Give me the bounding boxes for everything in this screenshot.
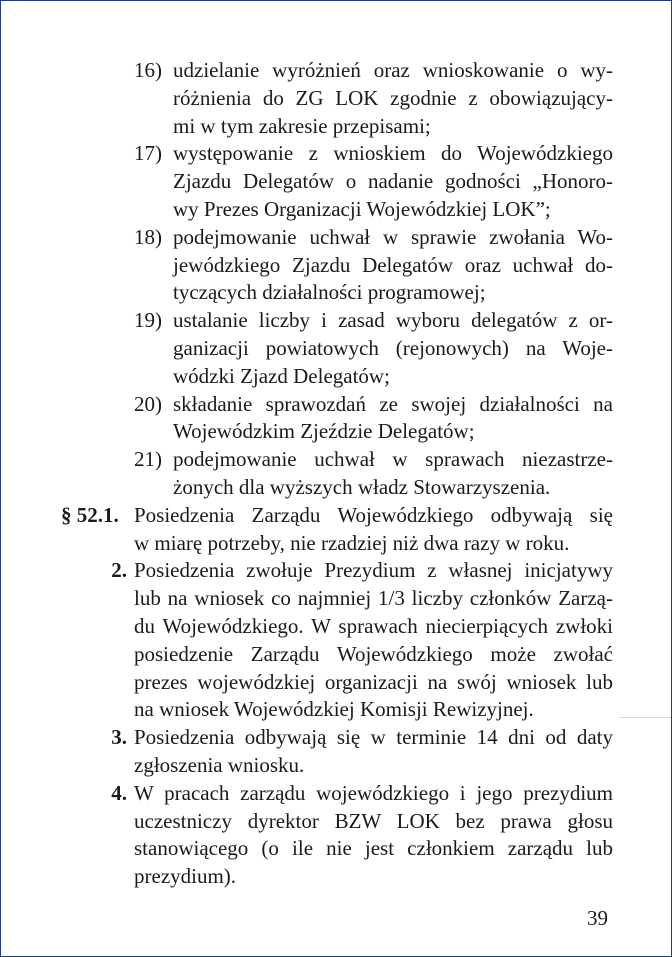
- text-line: Posiedzenia odbywają się w terminie 14 dni od daty: [134, 725, 613, 750]
- text-line: w miarę potrzeby, nie rzadziej niż dwa razy w roku.: [134, 530, 570, 555]
- text-line: ustalanie liczby i zasad wyboru delegatów z or-: [173, 308, 613, 333]
- text-line: jewódzkiego Zjazdu Delegatów oraz uchwał do-: [173, 252, 613, 277]
- list-item-number: 20): [134, 391, 162, 416]
- section-paragraph: [1, 724, 672, 780]
- text-line: na wniosek Wojewódzkiej Komisji Rewizyjnej.: [134, 697, 534, 722]
- list-item-text: [173, 140, 613, 223]
- text-line: W pracach zarządu wojewódzkiego i jego prezydium: [134, 780, 613, 805]
- text-line: prezes wojewódzkiej organizacji na swój wniosek lub: [134, 669, 613, 694]
- section-paragraph: [1, 502, 672, 558]
- list-item: [1, 57, 672, 140]
- list-item: [1, 224, 672, 307]
- text-line: Wojewódzkim Zjeździe Delegatów;: [173, 419, 475, 444]
- text-line: posiedzenie Zarządu Wojewódzkiego może zwołać: [134, 641, 613, 666]
- section-paragraph-text: [134, 502, 613, 558]
- text-line: zgłoszenia wniosku.: [134, 752, 305, 777]
- text-line: du Wojewódzkiego. W sprawach niecierpiących zwłoki: [134, 613, 613, 638]
- list-item-number: 17): [134, 141, 162, 166]
- paragraph-number: 4.: [111, 780, 127, 805]
- numbered-list: [1, 57, 672, 891]
- text-line: żonych dla wyższych władz Stowarzyszenia.: [173, 474, 551, 499]
- text-line: uczestniczy dyrektor BZW LOK bez prawa głosu: [134, 808, 613, 833]
- text-line: tyczących działalności programowej;: [173, 280, 486, 305]
- text-line: Posiedzenia Zarządu Wojewódzkiego odbywają się: [134, 502, 613, 527]
- text-line: stanowiącego (o ile nie jest członkiem zarządu lub: [134, 836, 613, 861]
- list-item-number: 16): [134, 58, 162, 82]
- text-line: składanie sprawozdań ze swojej działalności na: [173, 391, 613, 416]
- text-line: występowanie z wnioskiem do Wojewódzkiego: [173, 141, 613, 166]
- list-item: [1, 446, 672, 502]
- list-item: [1, 307, 672, 390]
- paragraph-number: 3.: [111, 725, 127, 750]
- paragraph-number: 2.: [111, 558, 127, 583]
- list-item-number: 19): [134, 308, 162, 333]
- text-line: podejmowanie uchwał w sprawie zwołania Wo-: [173, 224, 613, 249]
- list-item-text: [173, 224, 613, 307]
- text-line: Posiedzenia zwołuje Prezydium z własnej inicjatywy: [134, 558, 613, 583]
- list-item-text: [173, 57, 613, 140]
- section-paragraph-text: [134, 780, 613, 891]
- list-item-text: [173, 391, 613, 447]
- text-line: Zjazdu Delegatów o nadanie godności „Honoro-: [173, 169, 613, 194]
- section-number: § 52.1.: [61, 502, 119, 527]
- list-item-number: 21): [134, 447, 162, 472]
- text-line: mi w tym zakresie przepisami;: [173, 113, 431, 138]
- section-paragraph: [1, 780, 672, 891]
- section-paragraph: [1, 557, 672, 724]
- list-item: [1, 391, 672, 447]
- margin-divider: [619, 717, 671, 718]
- section-paragraph-text: [134, 557, 613, 724]
- text-line: ganizacji powiatowych (rejonowych) na Woje-: [173, 335, 613, 360]
- text-line: podejmowanie uchwał w sprawach niezastrze-: [173, 447, 613, 472]
- text-line: lub na wniosek co najmniej 1/3 liczby członków Zarzą-: [134, 586, 613, 611]
- text-line: wódzki Zjazd Delegatów;: [173, 363, 390, 388]
- list-item-text: [173, 307, 613, 390]
- page-number: 39: [587, 906, 608, 930]
- text-line: różnienia do ZG LOK zgodnie z obowiązujący-: [173, 85, 613, 110]
- text-line: udzielanie wyróżnień oraz wnioskowanie o wy-: [173, 58, 613, 82]
- list-item-text: [173, 446, 613, 502]
- text-line: prezydium).: [134, 864, 237, 889]
- section-paragraph-text: [134, 724, 613, 780]
- list-item: [1, 140, 672, 223]
- text-line: wy Prezes Organizacji Wojewódzkiej LOK”;: [173, 196, 551, 221]
- list-item-number: 18): [134, 224, 162, 249]
